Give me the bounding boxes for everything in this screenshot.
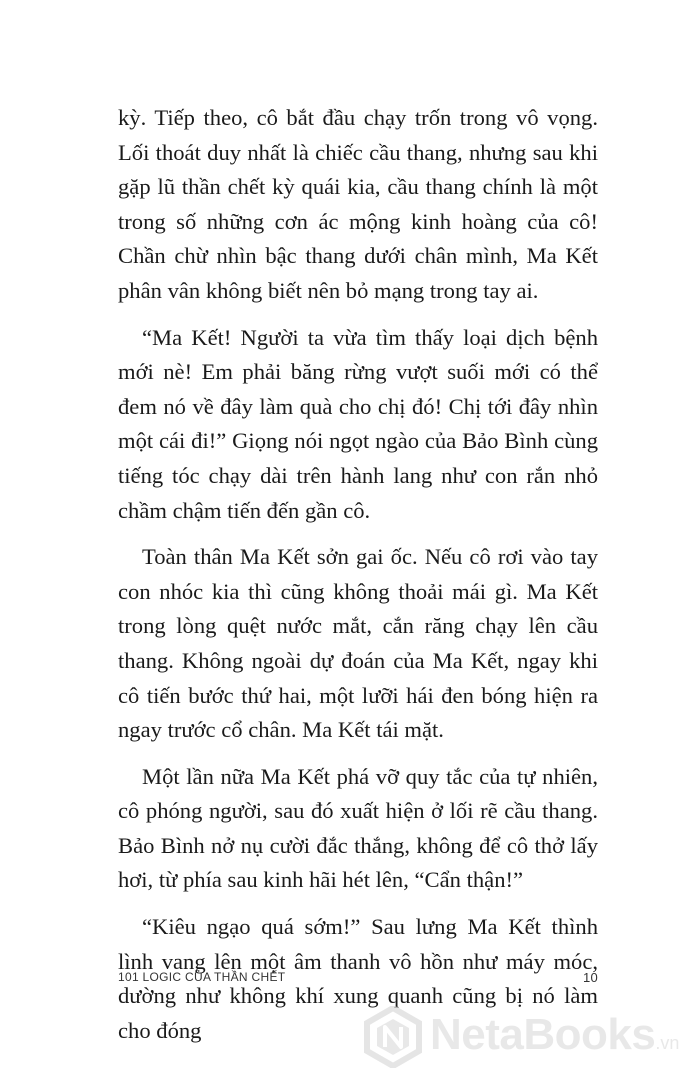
watermark-brand-name: NetaBooks [430, 1010, 656, 1059]
netabooks-watermark [362, 1006, 692, 1068]
paragraph-4: Một lần nữa Ma Kết phá vỡ quy tắc của tự nhiên, cô phóng người, sau đó xuất hiện ở lối rẽ cầu thang. Bảo Bình nở nụ cười đắc thắng, không để cô thở lấy hơi, từ phía sau kinh hãi hét lên, “Cẩn thận!” [118, 763, 598, 893]
running-footer-title: 101 LOGIC CỦA THẦN CHẾT [118, 970, 286, 984]
paragraph-2: “Ma Kết! Người ta vừa tìm thấy loại dịch bệnh mới nè! Em phải băng rừng vượt suối mới có thể đem nó về đây làm quà cho chị đó! Chị tới đây nhìn một cái đi!” Giọng nói ngọt ngào của Bảo Bình cùng tiếng tóc chạy dài trên hành lang như con rắn nhỏ chầm chậm tiến đến gần cô. [118, 324, 598, 523]
paragraph-3: Toàn thân Ma Kết sởn gai ốc. Nếu cô rơi vào tay con nhóc kia thì cũng không thoải mái gì. Ma Kết trong lòng quệt nước mắt, cắn răng chạy lên cầu thang. Không ngoài dự đoán của Ma Kết, ngay khi cô tiến bước thứ hai, một lưỡi hái đen bóng hiện ra ngay trước cổ chân. Ma Kết tái mặt. [118, 544, 598, 743]
watermark-brand [430, 1010, 679, 1060]
page-footer [118, 970, 598, 990]
page-number: 10 [582, 970, 598, 985]
netabooks-logo-icon [362, 1006, 424, 1068]
paragraph-1: kỳ. Tiếp theo, cô bắt đầu chạy trốn trong vô vọng. Lối thoát duy nhất là chiếc cầu thang, nhưng sau khi gặp lũ thần chết kỳ quái kia, cầu thang chính là một trong số những cơn ác mộng kinh hoàng của cô! Chần chừ nhìn bậc thang dưới chân mình, Ma Kết phân vân không biết nên bỏ mạng trong tay ai. [118, 105, 598, 303]
paragraph-5: “Kiêu ngạo quá sớm!” Sau lưng Ma Kết thình lình vang lên một âm thanh vô hồn như máy móc, dường như không khí xung quanh cũng bị nó làm cho đóng [118, 914, 598, 1043]
page-body-text [118, 101, 598, 1048]
watermark-brand-suffix: .vn [655, 1033, 680, 1053]
